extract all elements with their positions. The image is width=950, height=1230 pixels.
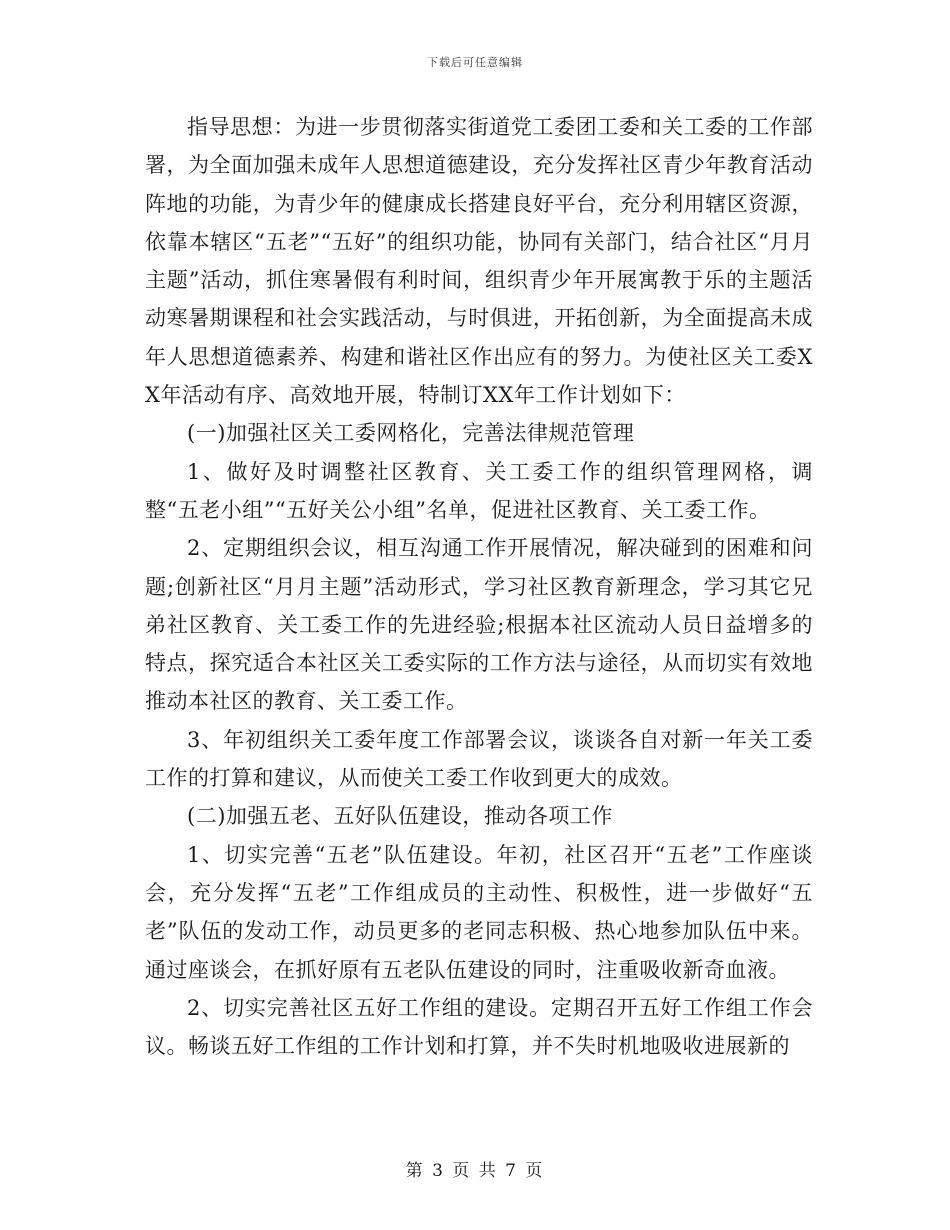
paragraph-1-2: 2、定期组织会议，相互沟通工作开展情况，解决碰到的困难和问题;创新社区“月月主题”活动形式，学习社区教育新理念，学习其它兄弟社区教育、关工委工作的先进经验;根据本社区流动人员日益增多的特点，探究适合本社区关工委实际的工作方法与途径，从而切实有效地推动本社区的教育、关工委工作。	[145, 536, 813, 714]
section-heading-1: (一)加强社区关工委网格化，完善法律规范管理	[187, 421, 635, 446]
section-heading-2: (二)加强五老、五好队伍建设，推动各项工作	[187, 804, 613, 829]
document-body	[145, 108, 813, 1065]
paragraph-guiding-ideology: 指导思想：为进一步贯彻落实街道党工委团工委和关工委的工作部署，为全面加强未成年人思想道德建设，充分发挥社区青少年教育活动阵地的功能，为青少年的健康成长搭建良好平台，充分利用辖区资源，依靠本辖区“五老”“五好”的组织功能，协同有关部门，结合社区“月月主题”活动，抓住寒暑假有利时间，组织青少年开展寓教于乐的主题活动寒暑期课程和社会实践活动，与时俱进，开拓创新，为全面提高未成年人思想道德素养、构建和谐社区作出应有的努力。为使社区关工委XX年活动有序、高效地开展，特制订XX年工作计划如下：	[145, 115, 813, 408]
page-header: 下载后可任意编辑	[427, 56, 523, 69]
paragraph-1-1: 1、做好及时调整社区教育、关工委工作的组织管理网格，调整“五老小组”“五好关公小组”名单，促进社区教育、关工委工作。	[145, 459, 813, 522]
paragraph-2-1: 1、切实完善“五老”队伍建设。年初，社区召开“五老”工作座谈会，充分发挥“五老”工作组成员的主动性、积极性，进一步做好“五老”队伍的发动工作，动员更多的老同志积极、热心地参加队伍中来。通过座谈会，在抓好原有五老队伍建设的同时，注重吸收新奇血液。	[145, 842, 813, 982]
paragraph-2-2: 2、切实完善社区五好工作组的建设。定期召开五好工作组工作会议。畅谈五好工作组的工作计划和打算，并不失时机地吸收进展新的	[145, 995, 813, 1059]
page-number: 第 3 页 共 7 页	[405, 1161, 545, 1181]
paragraph-1-3: 3、年初组织关工委年度工作部署会议，谈谈各自对新一年关工委工作的打算和建议，从而使关工委工作收到更大的成效。	[145, 727, 813, 791]
